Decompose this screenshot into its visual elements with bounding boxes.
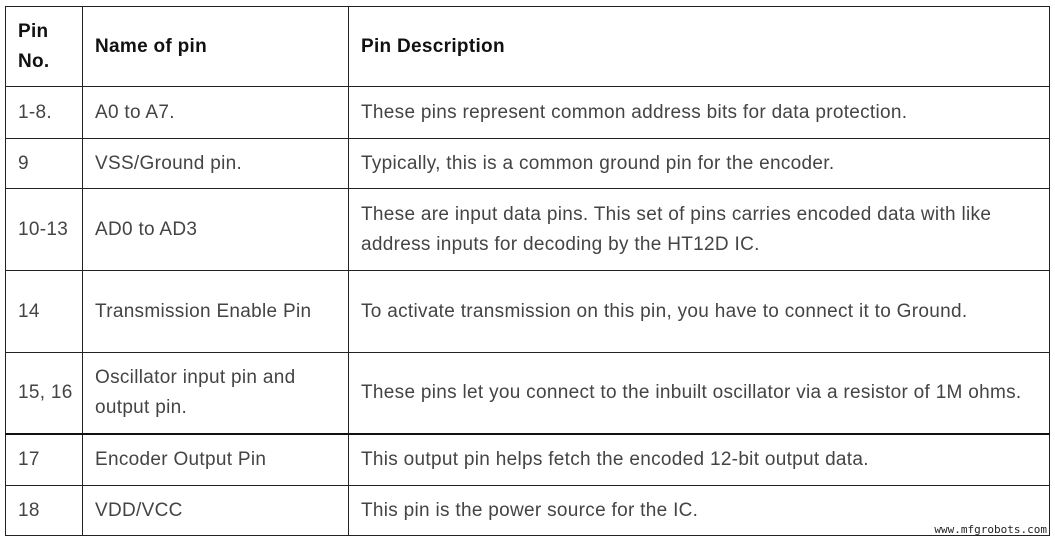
header-pin-no: Pin No. xyxy=(6,7,83,87)
pin-name: Transmission Enable Pin xyxy=(83,271,349,353)
pin-description: These are input data pins. This set of pins carries encoded data with like address inputs for decoding by the HT12D IC. xyxy=(349,189,1050,271)
pin-no: 18 xyxy=(6,486,83,536)
pin-description: This pin is the power source for the IC. xyxy=(349,486,1050,536)
pin-no: 15, 16 xyxy=(6,353,83,434)
pin-description: To activate transmission on this pin, you have to connect it to Ground. xyxy=(349,271,1050,353)
table-header-row xyxy=(6,7,1050,87)
table-row xyxy=(6,486,1050,536)
pin-name: AD0 to AD3 xyxy=(83,189,349,271)
pin-description: These pins represent common address bits for data protection. xyxy=(349,87,1050,139)
pin-name: Oscillator input pin and output pin. xyxy=(83,353,349,434)
table-row xyxy=(6,139,1050,189)
pin-description: Typically, this is a common ground pin for the encoder. xyxy=(349,139,1050,189)
table-row xyxy=(6,189,1050,271)
pin-description: This output pin helps fetch the encoded 12-bit output data. xyxy=(349,434,1050,486)
watermark: www.mfgrobots.com xyxy=(934,523,1047,536)
pin-description: These pins let you connect to the inbuilt oscillator via a resistor of 1M ohms. xyxy=(349,353,1050,434)
pin-name: VSS/Ground pin. xyxy=(83,139,349,189)
table-row xyxy=(6,271,1050,353)
header-name: Name of pin xyxy=(83,7,349,87)
table-row xyxy=(6,434,1050,486)
pin-name: Encoder Output Pin xyxy=(83,434,349,486)
pin-no: 14 xyxy=(6,271,83,353)
pin-no: 10-13 xyxy=(6,189,83,271)
table-row xyxy=(6,353,1050,434)
pin-no: 9 xyxy=(6,139,83,189)
pin-no: 1-8. xyxy=(6,87,83,139)
pin-table xyxy=(5,6,1050,536)
pin-name: VDD/VCC xyxy=(83,486,349,536)
header-description: Pin Description xyxy=(349,7,1050,87)
pin-name: A0 to A7. xyxy=(83,87,349,139)
table-row xyxy=(6,87,1050,139)
pin-no: 17 xyxy=(6,434,83,486)
